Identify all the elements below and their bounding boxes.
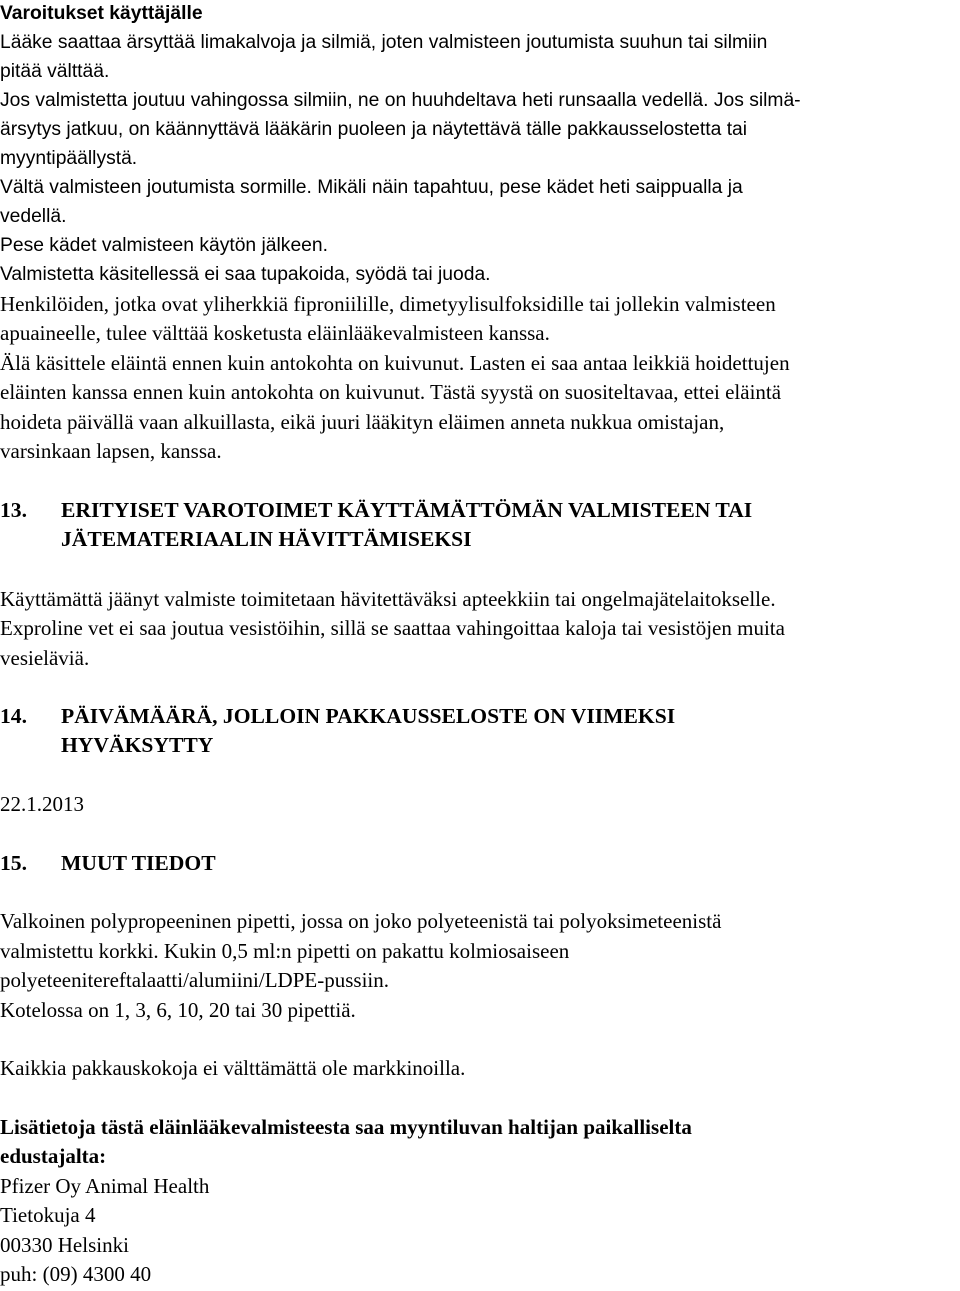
section-14-date: 22.1.2013 xyxy=(0,792,84,816)
warnings-serif-line-4: eläinten kanssa ennen kuin antokohta on kuivunut. Tästä syystä on suositeltavaa, ettei eläintä xyxy=(0,380,782,404)
contact-heading-line-2: edustajalta: xyxy=(0,1144,107,1168)
section-15-number: 15. xyxy=(0,851,27,875)
contact-heading-line-1: Lisätietoja tästä eläinlääkevalmisteesta saa myyntiluvan haltijan paikalliselta xyxy=(0,1115,692,1139)
warnings-line-2: pitää välttää. xyxy=(0,61,110,82)
warnings-serif-line-5: hoideta päivällä vaan alkuillasta, eikä juuri lääkityn eläimen anneta nukkua omistajan, xyxy=(0,410,725,434)
warnings-serif-line-6: varsinkaan lapsen, kanssa. xyxy=(0,439,222,463)
warnings-line-5: myyntipäällystä. xyxy=(0,148,138,169)
section-15-line-4: Kotelossa on 1, 3, 6, 10, 20 tai 30 pipettiä. xyxy=(0,998,356,1022)
warnings-line-8: Pese kädet valmisteen käytön jälkeen. xyxy=(0,235,328,256)
warnings-title: Varoitukset käyttäjälle xyxy=(0,3,203,24)
section-15-availability: Kaikkia pakkauskokoja ei välttämättä ole markkinoilla. xyxy=(0,1056,466,1080)
section-13-title-line-2: JÄTEMATERIAALIN HÄVITTÄMISEKSI xyxy=(61,527,472,551)
section-13-line-2: Exproline vet ei saa joutua vesistöihin, sillä se saattaa vahingoittaa kaloja tai vesistöjen muita xyxy=(0,616,785,640)
warnings-line-3: Jos valmistetta joutuu vahingossa silmiin, ne on huuhdeltava heti runsaalla vedellä. Jos silmä- xyxy=(0,90,801,111)
contact-phone: puh: (09) 4300 40 xyxy=(0,1262,152,1286)
warnings-serif-line-3: Älä käsittele eläintä ennen kuin antokohta on kuivunut. Lasten ei saa antaa leikkiä hoidettujen xyxy=(0,351,790,375)
section-15-line-1: Valkoinen polypropeeninen pipetti, jossa on joko polyeteenistä tai polyoksimeteenistä xyxy=(0,909,722,933)
warnings-line-7: vedellä. xyxy=(0,206,67,227)
warnings-line-6: Vältä valmisteen joutumista sormille. Mikäli näin tapahtuu, pese kädet heti saippualla ja xyxy=(0,177,743,198)
warnings-line-1: Lääke saattaa ärsyttää limakalvoja ja silmiä, joten valmisteen joutumista suuhun tai silmiin xyxy=(0,32,768,53)
contact-street: Tietokuja 4 xyxy=(0,1203,96,1227)
section-15-title: MUUT TIEDOT xyxy=(61,851,216,875)
section-15-line-2: valmistettu korkki. Kukin 0,5 ml:n pipetti on pakattu kolmiosaiseen xyxy=(0,939,570,963)
section-13-number: 13. xyxy=(0,498,27,522)
warnings-line-9: Valmistetta käsitellessä ei saa tupakoida, syödä tai juoda. xyxy=(0,264,491,285)
contact-company: Pfizer Oy Animal Health xyxy=(0,1174,210,1198)
warnings-serif-line-1: Henkilöiden, jotka ovat yliherkkiä fiproniilille, dimetyylisulfoksidille tai jollekin valmisteen xyxy=(0,292,776,316)
warnings-serif-line-2: apuaineelle, tulee välttää kosketusta eläinlääkevalmisteen kanssa. xyxy=(0,321,550,345)
section-13-line-1: Käyttämättä jäänyt valmiste toimitetaan hävitettäväksi apteekkiin tai ongelmajätelaitokselle. xyxy=(0,587,776,611)
section-13-line-3: vesieläviä. xyxy=(0,646,90,670)
warnings-line-4: ärsytys jatkuu, on käännyttävä lääkärin puoleen ja näytettävä tälle pakkausselostetta tai xyxy=(0,119,748,140)
section-14-title-line-1: PÄIVÄMÄÄRÄ, JOLLOIN PAKKAUSSELOSTE ON VIIMEKSI xyxy=(61,704,676,728)
section-14-title-line-2: HYVÄKSYTTY xyxy=(61,733,214,757)
section-14-number: 14. xyxy=(0,704,27,728)
contact-postal: 00330 Helsinki xyxy=(0,1233,129,1257)
section-13-title-line-1: ERITYISET VAROTOIMET KÄYTTÄMÄTTÖMÄN VALMISTEEN TAI xyxy=(61,498,753,522)
section-15-line-3: polyeteenitereftalaatti/alumiini/LDPE-pussiin. xyxy=(0,968,389,992)
